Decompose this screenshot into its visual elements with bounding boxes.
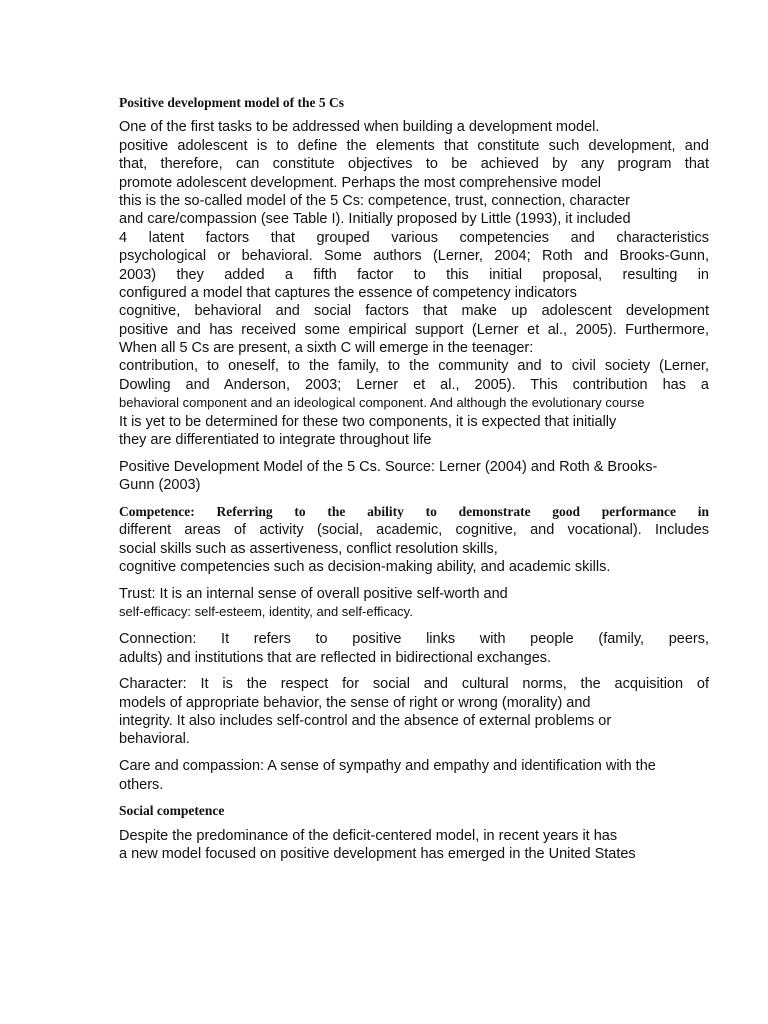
text-line: 2003) they added a fifth factor to this initial proposal, resulting in [119,266,709,283]
text-line: Connection: It refers to positive links with people (family, peers, [119,631,709,648]
text-line: cognitive, behavioral and social factors that make up adolescent development [119,303,709,320]
text-line: models of appropriate behavior, the sense of right or wrong (morality) and [119,694,591,711]
paragraph-competence [119,503,709,577]
text-line: positive adolescent is to define the elements that constitute such development, and [119,137,709,154]
text-line: Gunn (2003) [119,477,201,494]
paragraph-trust [119,585,709,622]
text-line: Character: It is the respect for social and cultural norms, the acquisition of [119,676,709,693]
text-line: cognitive competencies such as decision-making ability, and academic skills. [119,559,611,576]
heading-text: Positive development model of the 5 Cs [119,95,344,110]
text-line: Dowling and Anderson, 2003; Lerner et al., 2005). This contribution has a [119,376,709,393]
text-line: this is the so-called model of the 5 Cs: competence, trust, connection, character [119,192,630,209]
text-line: Trust: It is an internal sense of overall positive self-worth and [119,585,508,602]
paragraph-intro [119,118,709,449]
text-line: integrity. It also includes self-control and the absence of external problems or [119,713,612,730]
section-heading-5cs [119,94,709,112]
text-line: configured a model that captures the essence of competency indicators [119,284,577,301]
text-line: others. [119,776,164,793]
text-line: When all 5 Cs are present, a sixth C will emerge in the teenager: [119,340,534,357]
paragraph-care [119,757,709,794]
paragraph-source [119,458,709,495]
text-line: Care and compassion: A sense of sympathy and empathy and identification with the [119,758,656,775]
text-line: It is yet to be determined for these two components, it is expected that initially [119,413,617,430]
paragraph-connection [119,630,709,667]
text-line: Positive Development Model of the 5 Cs. Source: Lerner (2004) and Roth & Brooks- [119,458,658,475]
text-line: different areas of activity (social, academic, cognitive, and vocational). Includes [119,522,709,539]
text-line: One of the first tasks to be addressed when building a development model. [119,119,600,136]
text-line: self-efficacy: self-esteem, identity, and self-efficacy. [119,604,413,620]
text-line: psychological or behavioral. Some authors (Lerner, 2004; Roth and Brooks-Gunn, [119,248,709,265]
text-line: they are differentiated to integrate throughout life [119,432,432,449]
text-line: and care/compassion (see Table I). Initially proposed by Little (1993), it included [119,211,631,228]
text-line: adults) and institutions that are reflected in bidirectional exchanges. [119,649,552,666]
text-line: positive and has received some empirical support (Lerner et al., 2005). Furthermore, [119,321,709,338]
text-line: contribution, to oneself, to the family, to the community and to civil society (Lerner, [119,358,709,375]
text-line: behavioral. [119,731,190,748]
text-line: a new model focused on positive development has emerged in the United States [119,846,636,863]
heading-text: Social competence [119,803,225,819]
text-line: social skills such as assertiveness, conflict resolution skills, [119,540,498,557]
text-line: behavioral component and an ideological component. And although the evolutionary course [119,395,645,411]
text-line: promote adolescent development. Perhaps the most comprehensive model [119,174,601,191]
text-line: Despite the predominance of the deficit-centered model, in recent years it has [119,827,618,844]
text-line: Competence: Referring to the ability to demonstrate good performance in [119,503,709,519]
section-heading-social [119,802,709,820]
paragraph-social [119,827,709,864]
paragraph-character [119,675,709,749]
text-line: 4 latent factors that grouped various competencies and characteristics [119,229,709,246]
text-line: that, therefore, can constitute objectives to be achieved by any program that [119,156,709,173]
